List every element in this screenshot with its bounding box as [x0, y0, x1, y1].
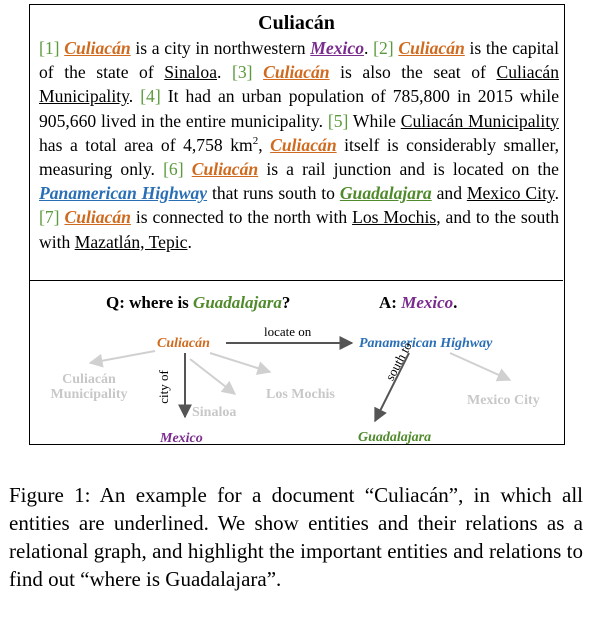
entity-mention: Culiacán — [191, 159, 259, 180]
node-guadalajara: Guadalajara — [358, 430, 432, 445]
text-run: is the capital of the state of — [39, 38, 559, 83]
text-run: . — [187, 231, 192, 252]
document-panel — [30, 5, 563, 281]
entity-mention: Culiacán — [398, 38, 465, 58]
sentence-index: [4] — [140, 86, 168, 107]
edge-label-south-to: south to — [382, 339, 415, 384]
node-culiacan-municipality: Culiacán Municipality — [50, 372, 128, 402]
edge-label-city-of: city of — [155, 370, 171, 404]
sentence-index: [1] — [39, 38, 65, 58]
text-run: and — [431, 183, 467, 204]
edge-culiacan-municipality — [90, 351, 155, 363]
text-run: is connected to the north with — [130, 207, 353, 228]
node-los-mochis: Los Mochis — [266, 387, 335, 402]
entity-mention: Sinaloa — [164, 62, 218, 83]
entity-mention: Panamerican Highway — [39, 183, 208, 204]
sentence-index: [2] — [373, 38, 399, 58]
answer-suffix: . — [453, 293, 458, 312]
text-run: While — [352, 110, 401, 131]
figure-frame — [29, 4, 565, 445]
relation-graph — [30, 281, 563, 443]
node-culiacan: Culiacán — [157, 336, 210, 351]
sentence-index: [6] — [163, 159, 192, 180]
text-run: . — [364, 38, 374, 58]
sentence-index: [3] — [232, 62, 264, 83]
node-sinaloa: Sinaloa — [192, 405, 237, 420]
entity-mention: Culiacán — [64, 207, 131, 228]
entity-mention: Mexico — [310, 38, 365, 58]
edge-panamerican-mexicocity — [450, 353, 510, 380]
answer-entity: Mexico — [401, 293, 454, 312]
entity-mention: Culiacán Municipality — [39, 62, 560, 107]
text-run: that runs south to — [207, 183, 340, 204]
text-run: 2 — [252, 134, 259, 147]
text-run: itself is considerably smaller, measuring only. — [39, 134, 560, 180]
entity-mention: Culiacán — [64, 38, 131, 58]
text-run: is also the seat of — [329, 62, 497, 83]
edge-label-locate-on: locate on — [264, 324, 312, 339]
entity-mention: Mexico City — [466, 183, 555, 204]
sentence-index: [7] — [39, 207, 65, 228]
text-run: . — [554, 183, 560, 204]
document-title: Culiacán — [258, 12, 335, 34]
entity-mention: Guadalajara — [339, 183, 432, 204]
text-run: is a city in northwestern — [130, 38, 311, 58]
document-text — [39, 36, 559, 254]
question-suffix: ? — [281, 293, 291, 312]
edge-culiacan-losmochis — [210, 353, 270, 372]
entity-mention: Mazatlán, Tepic — [74, 231, 188, 252]
node-mexico-city: Mexico City — [467, 393, 540, 408]
entity-mention: Culiacán Municipality — [400, 110, 559, 131]
graph-panel — [30, 281, 563, 446]
node-mexico: Mexico — [160, 431, 203, 446]
question-entity: Guadalajara — [193, 293, 282, 312]
figure-caption: Figure 1: An example for a document “Culiacán”, in which all entities are underlined. We show entities and their relations as a relational graph, and highlight the important entities and relations to find out “where is Guadalajara”. — [9, 483, 583, 591]
edge-culiacan-sinaloa — [190, 359, 235, 394]
text-run: It had an urban population of 785,800 in 2015 while 905,660 lived in the entire municipality. — [39, 86, 560, 131]
text-run: . — [217, 62, 232, 83]
text-run: , — [258, 134, 271, 155]
node-panamerican-highway: Panamerican Highway — [359, 336, 493, 351]
entity-mention: Los Mochis — [352, 207, 437, 228]
answer-prefix: A: — [379, 293, 402, 312]
text-run: is a rail junction and is located on the — [258, 159, 559, 180]
text-run: , and to the south with — [39, 207, 560, 252]
text-run: . — [128, 86, 141, 107]
sentence-index: [5] — [327, 110, 353, 131]
text-run: has a total area of 4,758 km — [39, 134, 253, 155]
question-prefix: Q: where is — [106, 293, 194, 312]
entity-mention: Culiacán — [263, 62, 330, 83]
entity-mention: Culiacán — [270, 134, 337, 155]
